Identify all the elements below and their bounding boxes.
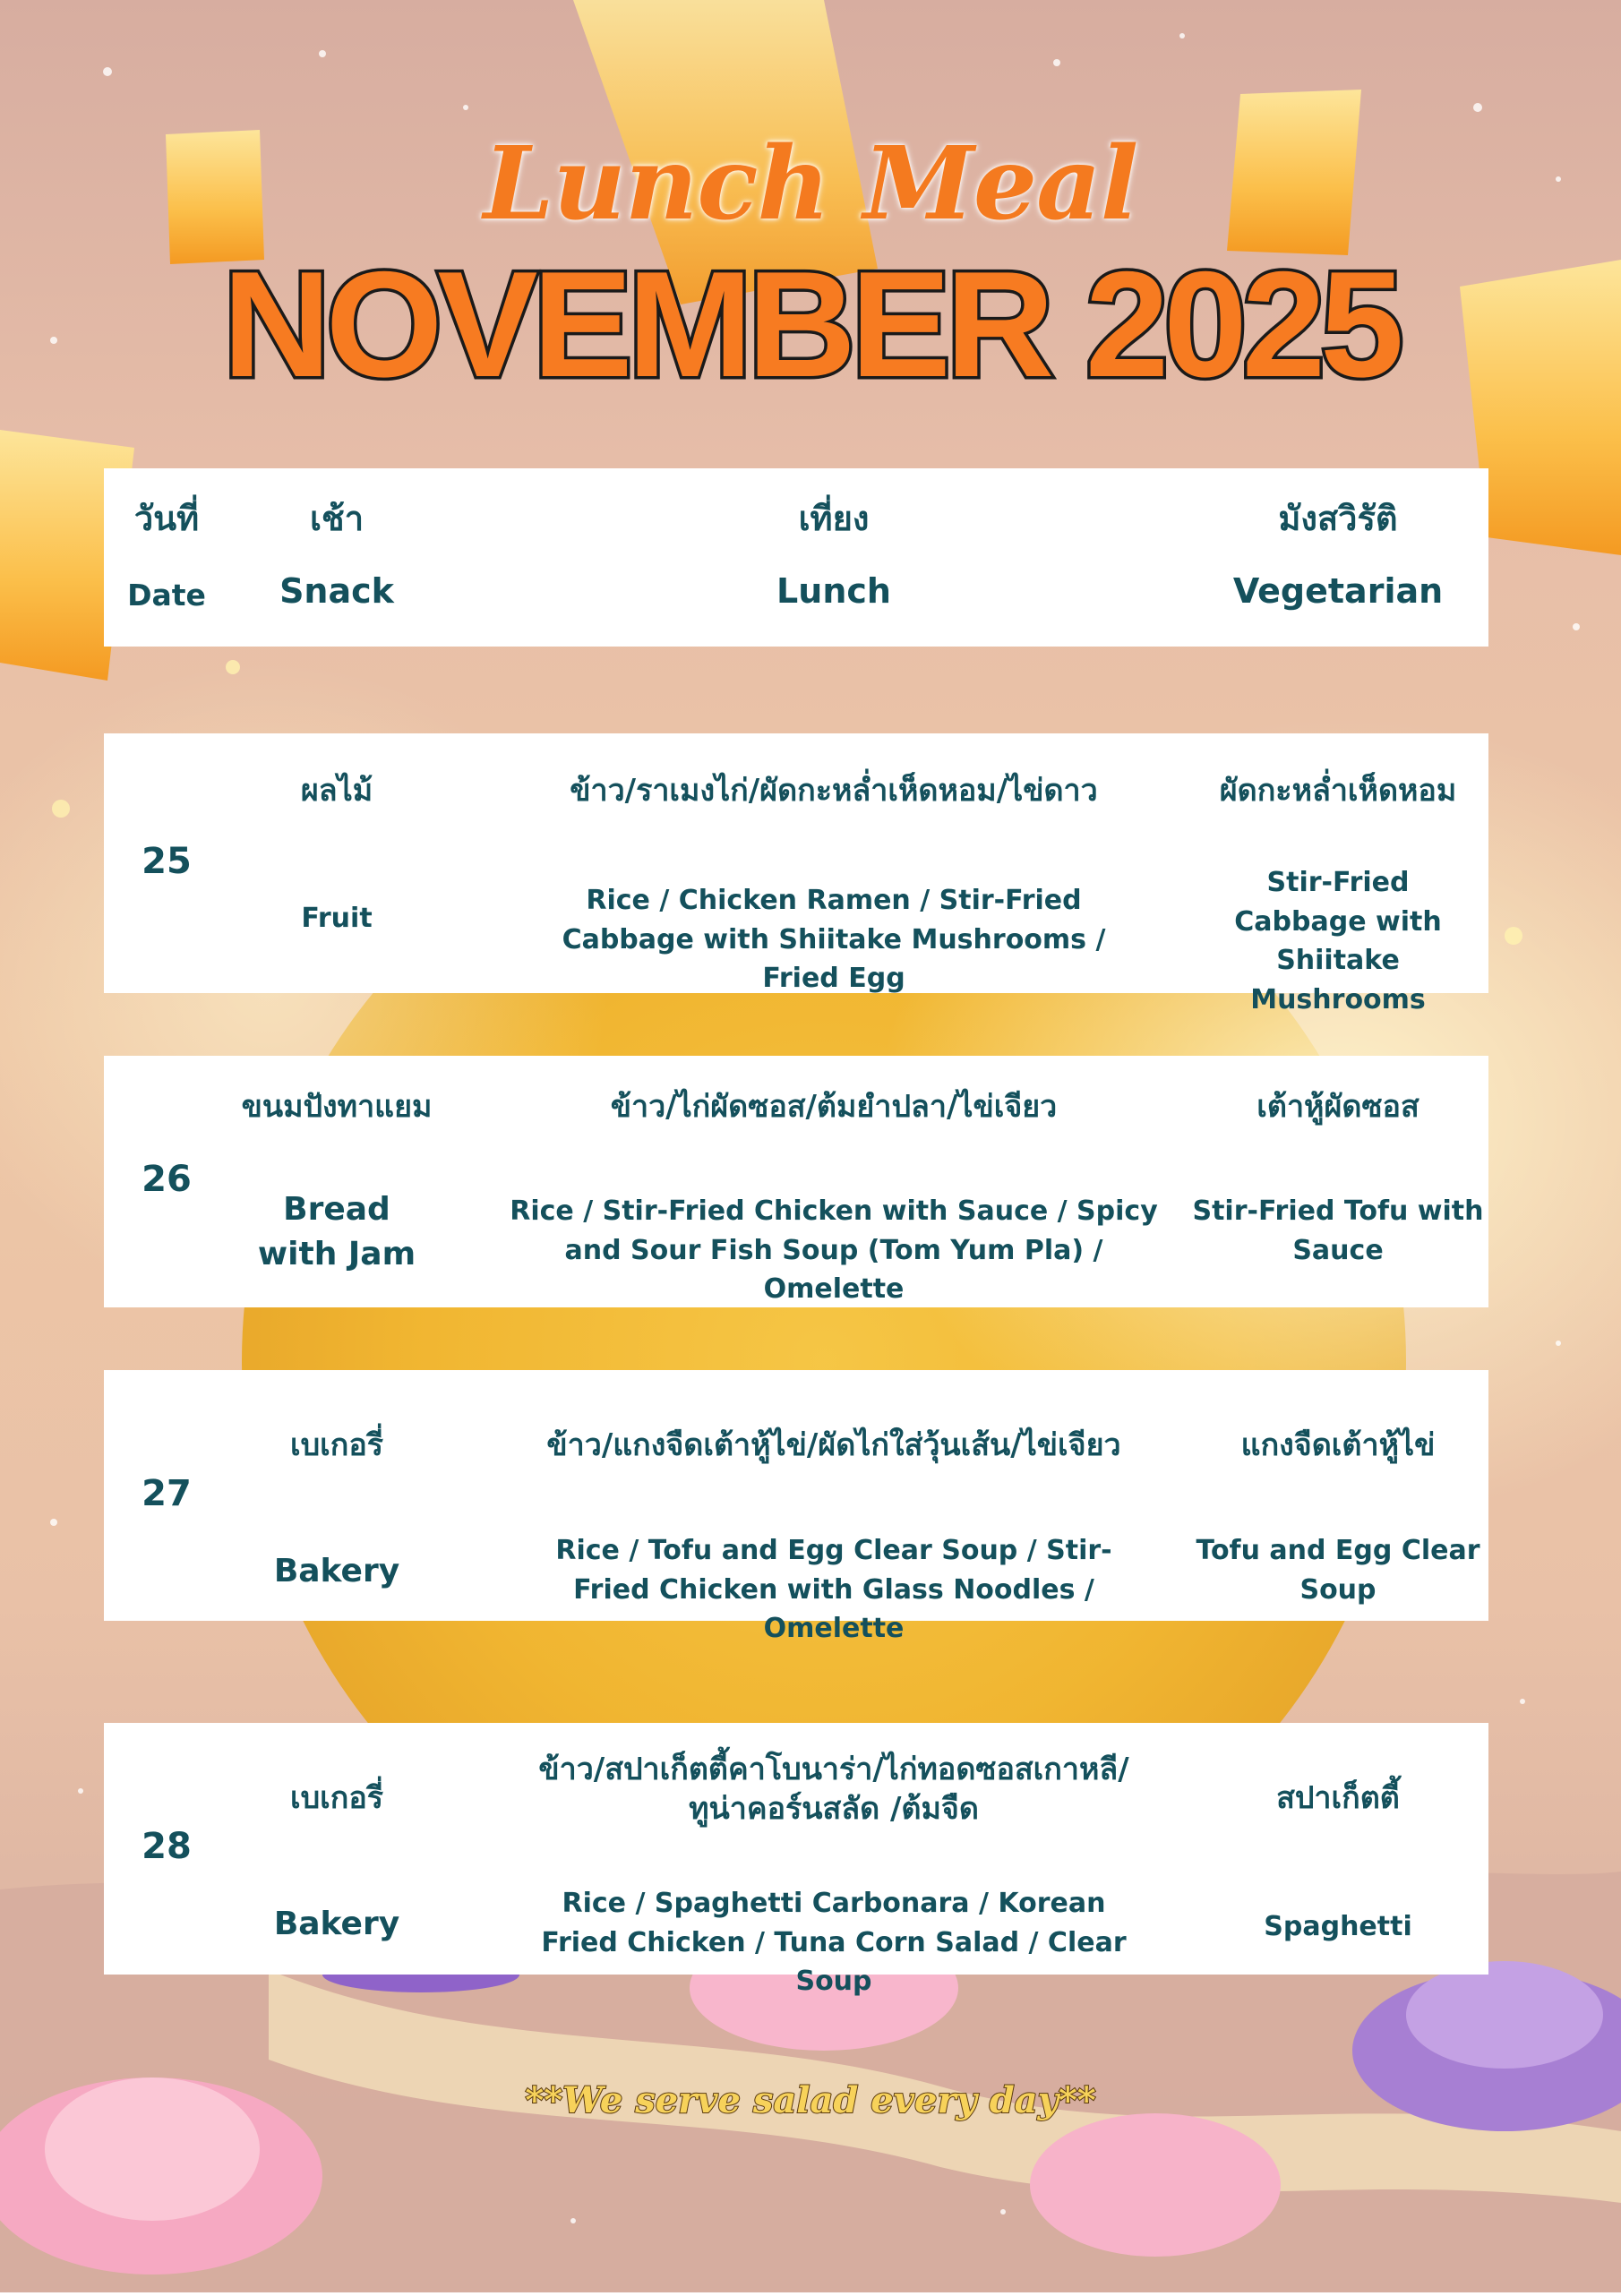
table-row (104, 1056, 1488, 1307)
row-lunch-en: Rice / Tofu and Egg Clear Soup / Stir-Fried Chicken with Glass Noodles / Omelette (555, 1535, 1112, 1644)
row-lunch-th: ข้าว/ราเมงไก่/ผัดกะหล่ำเห็ดหอม/ไข่ดาว (570, 773, 1098, 809)
title-month: NOVEMBER 2025 (222, 240, 1399, 408)
table-row (104, 1370, 1488, 1644)
header-lunch-th: เที่ยง (798, 499, 870, 538)
table-row (104, 1723, 1488, 1997)
row-veg-en: Stir-Fried Tofu with Sauce (1192, 1195, 1484, 1266)
row-day: 26 (142, 1159, 192, 1200)
row-snack-th: ผลไม้ (300, 773, 373, 809)
footer-note: **We serve salad every day** (525, 2079, 1096, 2121)
row-snack-en: Bakery (273, 1906, 400, 1942)
row-lunch-th: ข้าว/สปาเก็ตตี้คาโบนาร่า/ไก่ทอดซอสเกาหลี/ ทูน่าคอร์นสลัด /ต้มจืด (538, 1752, 1129, 1828)
row-snack-en: Bread with Jam (257, 1191, 416, 1273)
row-snack-en: Fruit (301, 903, 373, 934)
row-lunch-th: ข้าว/ไก่ผัดซอส/ต้มยำปลา/ไข่เจียว (610, 1089, 1058, 1125)
row-day: 28 (142, 1826, 192, 1867)
row-lunch-en: Rice / Stir-Fried Chicken with Sauce / Spicy and Sour Fish Soup (Tom Yum Pla) / Omelette (510, 1195, 1158, 1305)
row-day: 27 (142, 1473, 192, 1514)
row-veg-en: Tofu and Egg Clear Soup (1196, 1535, 1480, 1606)
header-date-th: วันที่ (133, 499, 200, 538)
lotus-shape (1030, 2113, 1281, 2257)
row-snack-th: เบเกอรี่ (289, 1780, 384, 1816)
header-date-en: Date (127, 578, 206, 613)
row-veg-en: Stir-Fried Cabbage with Shiitake Mushrooms (1234, 867, 1442, 1015)
row-lunch-en: Rice / Spaghetti Carbonara / Korean Fried Chicken / Tuna Corn Salad / Clear Soup (541, 1888, 1127, 1997)
row-snack-en: Bakery (273, 1553, 400, 1589)
row-veg-th: เต้าหู้ผัดซอส (1256, 1089, 1419, 1125)
table-row (104, 733, 1488, 1015)
row-veg-th: สปาเก็ตตี้ (1276, 1780, 1400, 1816)
table-header (104, 468, 1488, 647)
header-snack-th: เช้า (309, 499, 365, 538)
row-lunch-en: Rice / Chicken Ramen / Stir-Fried Cabbage with Shiitake Mushrooms / Fried Egg (562, 885, 1106, 994)
row-snack-th: ขนมปังทาแยม (241, 1089, 433, 1125)
header-lunch-en: Lunch (776, 571, 891, 611)
row-veg-en: Spaghetti (1264, 1911, 1412, 1942)
row-snack-th: เบเกอรี่ (289, 1427, 384, 1463)
header-snack-en: Snack (279, 571, 394, 611)
header-veg-th: มังสวิรัติ (1278, 499, 1398, 538)
header-veg-en: Vegetarian (1232, 571, 1444, 611)
lotus-shape (1406, 1961, 1603, 2069)
row-veg-th: ผัดกะหล่ำเห็ดหอม (1219, 773, 1457, 809)
row-veg-th: แกงจืดเต้าหู้ไข่ (1240, 1427, 1436, 1463)
title-lunch-meal: Lunch Meal (483, 125, 1138, 243)
row-day: 25 (142, 841, 192, 882)
row-lunch-th: ข้าว/แกงจืดเต้าหู้ไข่/ผัดไก่ใส่วุ้นเส้น/ไข่เจียว (546, 1427, 1121, 1463)
